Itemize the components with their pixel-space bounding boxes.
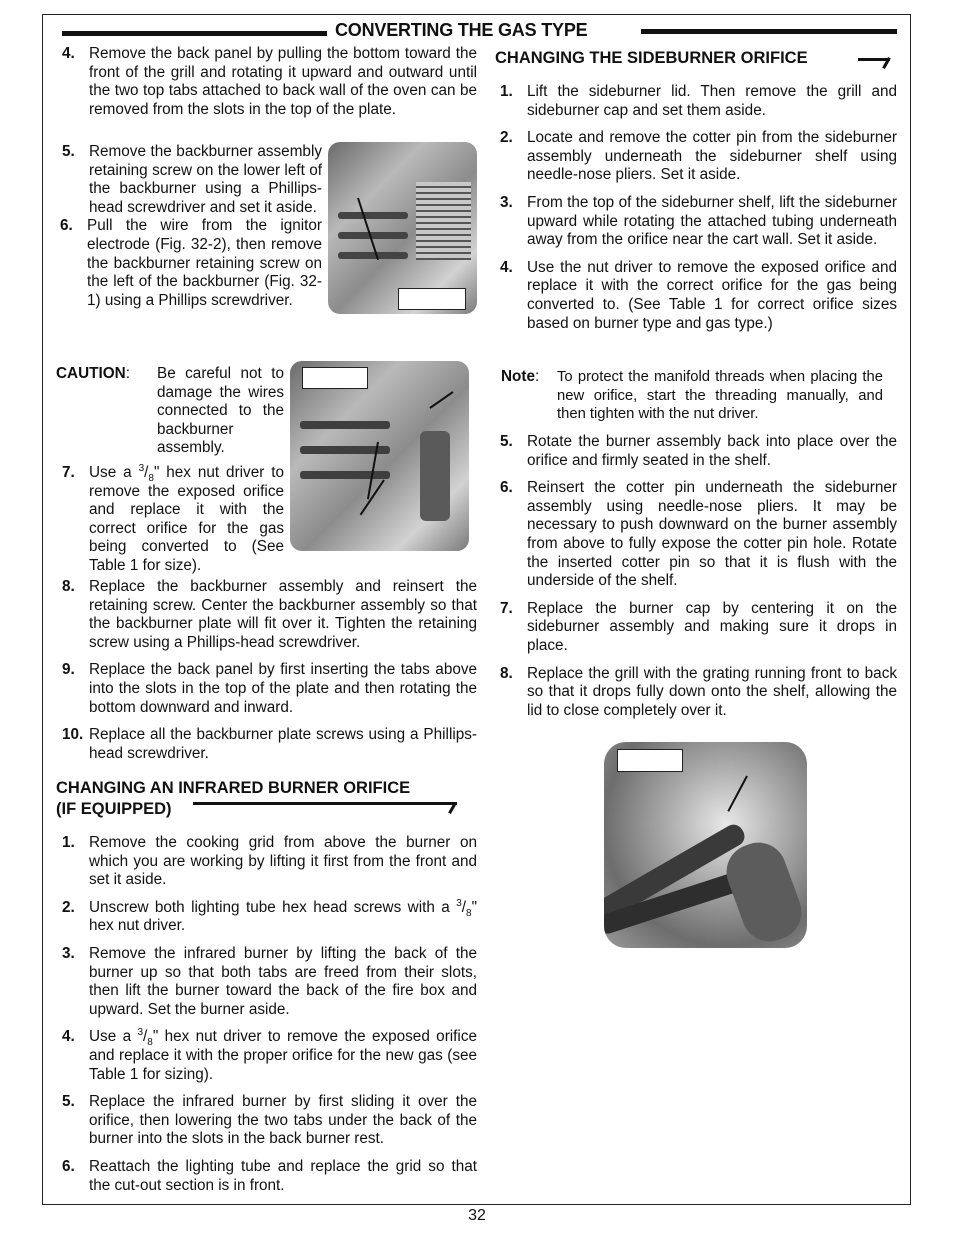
left-steps-top bbox=[54, 45, 477, 128]
header-rule-right bbox=[641, 29, 897, 34]
sideburner-steps-top bbox=[492, 83, 897, 342]
list-item: 6. Reinsert the cotter pin underneath the sideburner assembly using needle-nose pliers. It may be necessary to push downward on the burner assembly from above to fully expose the cotter pin hole. Rotate the inserted cotter pin so that it is flush with the underside of the shelf. bbox=[500, 479, 897, 590]
figure-label-box bbox=[617, 749, 683, 772]
list-item: 2. Unscrew both lighting tube hex head screws with a $^3/_8$" hex nut driver. bbox=[62, 897, 477, 935]
caution-block bbox=[56, 365, 284, 585]
photo-valve bbox=[420, 431, 450, 521]
list-item: 5. Remove the backburner assembly retaining screw on the lower left of the backburner using a Phillips-head screwdriver and set it aside. bbox=[62, 143, 322, 216]
page-title: CONVERTING THE GAS TYPE bbox=[335, 20, 588, 40]
list-item: 4. Use the nut driver to remove the exposed orifice and replace it with the correct orifice for the gas being converted to. (See Table 1 for correct orifice sizes based on burner type and gas type.) bbox=[500, 258, 897, 332]
list-item: 5. Replace the infrared burner by first sliding it over the orifice, then lowering the two tabs under the back of the burner into the slots in the back burner rest. bbox=[62, 1093, 477, 1148]
arrow-icon bbox=[429, 391, 453, 409]
list-item: 1. Lift the sideburner lid. Then remove the grill and sideburner cap and set them aside. bbox=[500, 83, 897, 119]
photo-tube bbox=[300, 471, 390, 479]
list-item: 4. Remove the back panel by pulling the bottom toward the front of the grill and rotating it upward and outward until the two top tabs attached to back wall of the oven can be removed from the slots in the top of the plate. bbox=[62, 45, 477, 118]
header-rule-left bbox=[62, 31, 327, 36]
photo-tube bbox=[338, 252, 408, 259]
arrow-icon bbox=[360, 479, 385, 515]
photo-tube bbox=[338, 212, 408, 219]
list-item: 4. Use a $^3/_8$" hex nut driver to remove the exposed orifice and replace it with the proper orifice for the new gas (see Table 1 for sizing). bbox=[62, 1027, 477, 1083]
photo-grate bbox=[416, 182, 471, 260]
list-item: 2. Locate and remove the cotter pin from the sideburner assembly underneath the sideburner shelf using needle-nose pliers. Set it aside. bbox=[500, 129, 897, 184]
backburner-photo-1 bbox=[328, 142, 477, 314]
infrared-heading: CHANGING AN INFRARED BURNER ORIFICE bbox=[56, 779, 411, 797]
list-item: 1. Remove the cooking grid from above the burner on which you are working by lifting it first from the front and set it aside. bbox=[62, 834, 477, 889]
list-item: 5. Rotate the burner assembly back into place over the orifice and firmly seated in the shelf. bbox=[500, 433, 897, 469]
heading-rule bbox=[193, 802, 457, 805]
sideburner-steps-bottom bbox=[492, 433, 897, 729]
infrared-steps bbox=[54, 834, 477, 1204]
list-item: 10. Replace all the backburner plate screws using a Phillips-head screwdriver. bbox=[62, 726, 477, 762]
list-item: 6. Pull the wire from the ignitor electrode (Fig. 32-2), then remove the backburner retaining screw on the left of the backburner (Fig. 32-1) using a Phillips screwdriver. bbox=[60, 217, 322, 309]
page-number: 32 bbox=[468, 1207, 486, 1224]
list-item: 8. Replace the grill with the grating running front to back so that it drops fully down onto the shelf, allowing the lid to close completely over it. bbox=[500, 664, 897, 719]
sideburner-note: Note: To protect the manifold threads when placing the new orifice, start the threading manually, and then tighten with the nut driver. bbox=[501, 368, 883, 423]
left-steps-5-6 bbox=[54, 143, 322, 319]
list-item: 6. Reattach the lighting tube and replace the grid so that the cut-out section is in front. bbox=[62, 1157, 477, 1194]
arrow-icon bbox=[357, 198, 379, 260]
list-item: 3. Remove the infrared burner by lifting the back of the burner up so that both tabs are freed from their slots, then lift the burner toward the back of the fire box and upward. Set the burner aside. bbox=[62, 944, 477, 1018]
caution-note: CAUTION: Be careful not to damage the wires connected to the backburner assembly. bbox=[56, 365, 284, 457]
list-item: 7. Replace the burner cap by centering it on the sideburner assembly and making sure it drops in place. bbox=[500, 599, 897, 654]
infrared-heading-sub: (IF EQUIPPED) bbox=[56, 800, 172, 818]
photo-burner bbox=[719, 835, 807, 948]
backburner-photo-2 bbox=[290, 361, 469, 551]
left-steps-bottom bbox=[54, 578, 477, 772]
list-item: 3. From the top of the sideburner shelf, lift the sideburner upward while rotating the attached tubing underneath away from the orifice near the cart wall. Set it aside. bbox=[500, 193, 897, 249]
arrow-icon bbox=[727, 776, 748, 812]
sideburner-heading: CHANGING THE SIDEBURNER ORIFICE bbox=[495, 49, 808, 67]
figure-label-box bbox=[302, 367, 368, 389]
list-item: 9. Replace the back panel by first inserting the tabs above into the slots in the top of the plate and then rotating the bottom downward and inward. bbox=[62, 661, 477, 716]
photo-tube bbox=[338, 232, 408, 239]
photo-tube bbox=[300, 421, 390, 429]
list-item: 8. Replace the backburner assembly and reinsert the retaining screw. Center the backburner assembly so that the backburner plate will fit over it. Tighten the retaining screw using a Phillips-head screwdriver. bbox=[62, 578, 477, 651]
list-item: 7. Use a $^3/_8$" hex nut driver to remove the exposed orifice and replace it with the correct orifice for the gas being converted to (See Table 1 for size). bbox=[62, 462, 284, 574]
sideburner-photo bbox=[604, 742, 807, 948]
figure-label-box bbox=[398, 288, 466, 310]
